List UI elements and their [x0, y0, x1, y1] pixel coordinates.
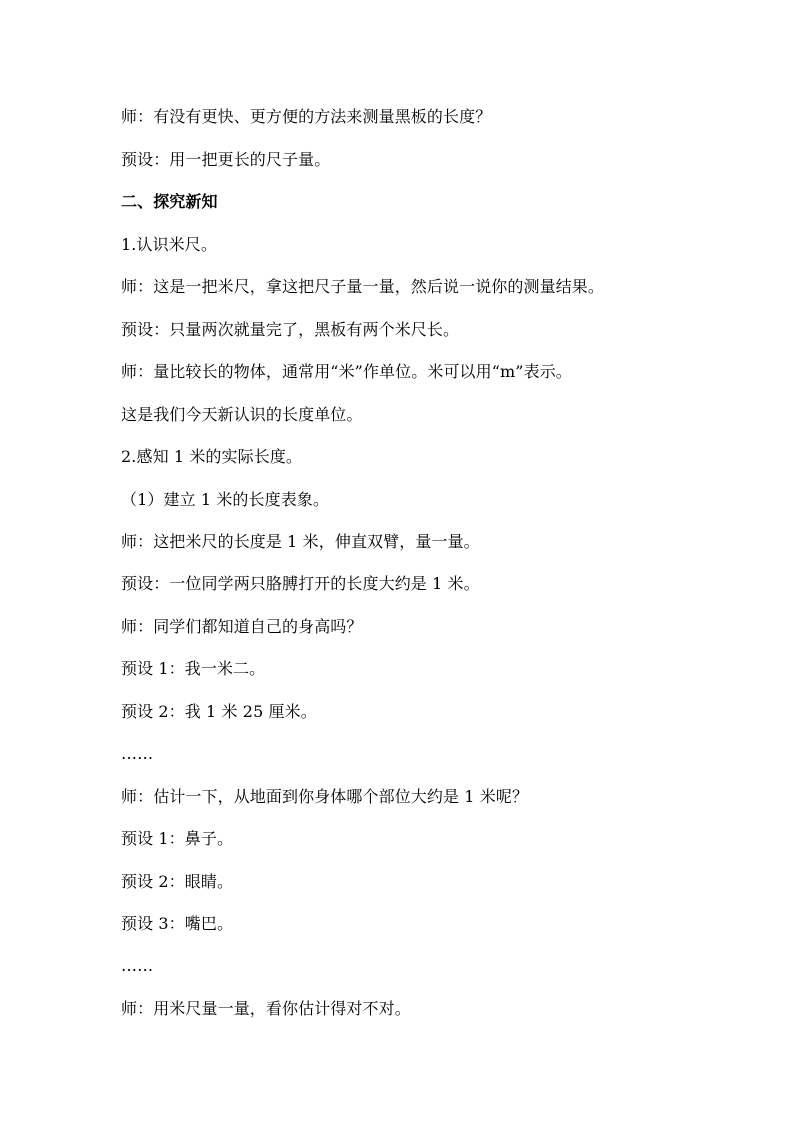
subsection-heading-meter-ruler: 1.认识米尺。	[121, 235, 217, 254]
dialogue-line-teacher-question: 师：有没有更快、更方便的方法来测量黑板的长度？	[121, 107, 492, 126]
dialogue-line-teacher-instruction: 师：用米尺量一量，看你估计得对不对。	[121, 999, 411, 1018]
dialogue-line-expected-answer: 预设 3：嘴巴。	[121, 914, 234, 933]
section-heading-explore: 二、探究新知	[121, 192, 218, 211]
dialogue-line-expected-answer: 预设 2：我 1 米 25 厘米。	[121, 702, 317, 721]
dialogue-line-expected-answer: 预设：一位同学两只胳膊打开的长度大约是 1 米。	[121, 574, 480, 593]
dialogue-line-teacher-question: 师：估计一下，从地面到你身体哪个部位大约是 1 米呢？	[121, 787, 529, 806]
dialogue-line-expected-answer: 预设：用一把更长的尺子量。	[121, 150, 331, 169]
paragraph-line: 这是我们今天新认识的长度单位。	[121, 405, 363, 424]
dialogue-line-teacher-explanation: 师：量比较长的物体，通常用“米”作单位。米可以用“m”表示。	[121, 362, 572, 381]
dialogue-line-expected-answer: 预设 1：我一米二。	[121, 659, 266, 678]
dialogue-line-expected-answer: 预设 1：鼻子。	[121, 829, 234, 848]
ellipsis: ……	[121, 744, 154, 763]
sub-item-heading: （1）建立 1 米的长度表象。	[121, 490, 330, 509]
ellipsis: ……	[121, 956, 154, 975]
dialogue-line-teacher-instruction: 师：这是一把米尺，拿这把尺子量一量，然后说一说你的测量结果。	[121, 277, 605, 296]
dialogue-line-teacher-question: 师：同学们都知道自己的身高吗？	[121, 617, 363, 636]
dialogue-line-expected-answer: 预设 2：眼睛。	[121, 872, 234, 891]
dialogue-line-teacher-instruction: 师：这把米尺的长度是 1 米，伸直双臂，量一量。	[121, 532, 480, 551]
subsection-heading-meter-length: 2.感知 1 米的实际长度。	[121, 447, 303, 466]
dialogue-line-expected-answer: 预设：只量两次就量完了，黑板有两个米尺长。	[121, 320, 460, 339]
